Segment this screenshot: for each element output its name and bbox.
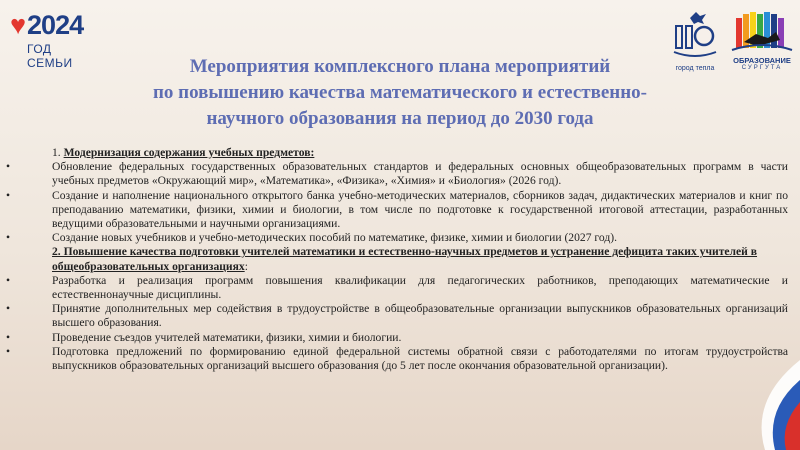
section-1-number: 1. [52, 146, 64, 159]
slide-title [70, 54, 730, 132]
section-2-list [52, 274, 788, 373]
title-line: по повышению качества математического и естественно- [152, 82, 648, 103]
list-item: • Принятие дополнительных мер содействия в трудоустройстве в общеобразовательные организации выпускников образовательных организаций высшего образования. [52, 302, 788, 330]
section-1-heading [52, 146, 788, 160]
year-subtitle: ГОД СЕМЬИ [27, 42, 73, 70]
section-2-heading-text: 2. Повышение качества подготовки учителей математики и естественно-научных предметов и устранение дефицита таких учителей в общеобразовательных организациях [52, 245, 758, 273]
title-line: Мероприятия комплексного плана мероприятий [189, 56, 611, 77]
year-number: 2024 [27, 10, 84, 40]
list-item: • Проведение съездов учителей математики, физики, химии и биологии. [52, 331, 788, 345]
list-item: • Разработка и реализация программ повышения квалификации для педагогических работников, преподающих математические и естественнонаучные дисциплины. [52, 274, 788, 302]
title-line: научного образования на период до 2030 года [206, 108, 594, 129]
tricolor-swoosh-decoration [710, 340, 800, 450]
year-of-family-logo [10, 10, 100, 70]
section-2-heading [52, 245, 788, 273]
section-1-heading-text: Модернизация содержания учебных предметов: [63, 146, 315, 159]
list-item: • Подготовка предложений по формированию единой федеральной системы обратной связи с работодателями по итогам трудоустройства выпускников образовательных организаций высшего образования (до 5 лет после окончания образовательной организации). [52, 345, 788, 373]
city-caption: город тепла [675, 65, 715, 72]
section-2-colon: : [244, 259, 248, 273]
education-title: ОБРАЗОВАНИЕ [733, 56, 791, 65]
list-item: • Создание новых учебников и учебно-методических пособий по математике, физике, химии и биологии (2027 год). [52, 231, 788, 245]
list-item: • Создание и наполнение национального открытого банка учебно-методических материалов, сборников задач, дидактических материалов и книг по преподаванию математики, физики, химии и биологии, в том числе по подготовке к государственной итоговой аттестации, разработанных ведущими образовательными и научными организациями. [52, 189, 788, 232]
education-city: СУРГУТА [741, 65, 783, 71]
heart-icon: ♥ [10, 10, 26, 40]
year-logo-text [10, 10, 83, 41]
section-1-list [52, 160, 788, 245]
slide-content [52, 146, 788, 373]
books-icon [730, 10, 794, 56]
education-surgut-logo [730, 10, 794, 72]
list-item: • Обновление федеральных государственных образовательных стандартов и федеральных основных общеобразовательных программ в части учебных предметов «Окружающий мир», «Математика», «Физика», «Химия» и «Биология» (2026 год). [52, 160, 788, 188]
